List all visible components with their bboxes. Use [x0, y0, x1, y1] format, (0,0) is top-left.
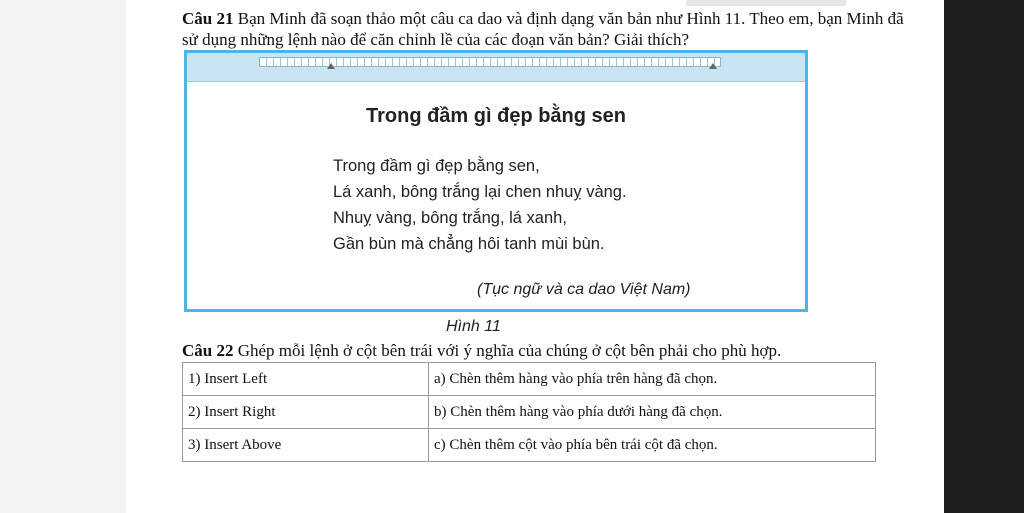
command-cell: 3) Insert Above: [183, 429, 429, 462]
poem-source: (Tục ngữ và ca dao Việt Nam): [477, 281, 691, 298]
right-margin: [944, 0, 1024, 513]
meaning-cell: b) Chèn thêm hàng vào phía dưới hàng đã chọn.: [429, 396, 876, 429]
poem-title: Trong đầm gì đẹp bằng sen: [365, 105, 627, 127]
question-21-text: Bạn Minh đã soạn thảo một câu ca dao và định dạng văn bản như Hình 11. Theo em, bạn Minh đã sử dụng những lệnh nào để căn chỉnh lề của các đoạn văn bản? Giải thích?: [182, 9, 904, 49]
figure-caption: Hình 11: [446, 318, 501, 335]
question-22-label: Câu 22: [182, 341, 234, 360]
poem-line: Gần bùn mà chẳng hôi tanh mùi bùn.: [333, 235, 605, 253]
command-cell: 1) Insert Left: [183, 363, 429, 396]
meaning-cell: a) Chèn thêm hàng vào phía trên hàng đã chọn.: [429, 363, 876, 396]
matching-table: [182, 362, 876, 462]
poem-line: Trong đầm gì đẹp bằng sen,: [333, 157, 540, 175]
table-row: [183, 363, 876, 396]
meaning-cell: c) Chèn thêm cột vào phía bên trái cột đã chọn.: [429, 429, 876, 462]
indent-marker-icon: [327, 63, 335, 69]
poem-line: Nhuỵ vàng, bông trắng, lá xanh,: [333, 209, 567, 227]
ruler: [187, 53, 805, 82]
table-row: [183, 396, 876, 429]
poem-line: Lá xanh, bông trắng lại chen nhuỵ vàng.: [333, 183, 627, 201]
left-margin: [0, 0, 126, 513]
question-22: [182, 340, 922, 361]
figure-11: [184, 50, 808, 312]
question-21: [182, 8, 922, 50]
top-strip: [686, 0, 846, 6]
document-page: [126, 0, 944, 513]
question-22-text: Ghép mỗi lệnh ở cột bên trái với ý nghĩa của chúng ở cột bên phải cho phù hợp.: [237, 341, 782, 360]
question-21-label: Câu 21: [182, 9, 234, 28]
right-indent-marker-icon: [709, 63, 717, 69]
table-row: [183, 429, 876, 462]
command-cell: 2) Insert Right: [183, 396, 429, 429]
